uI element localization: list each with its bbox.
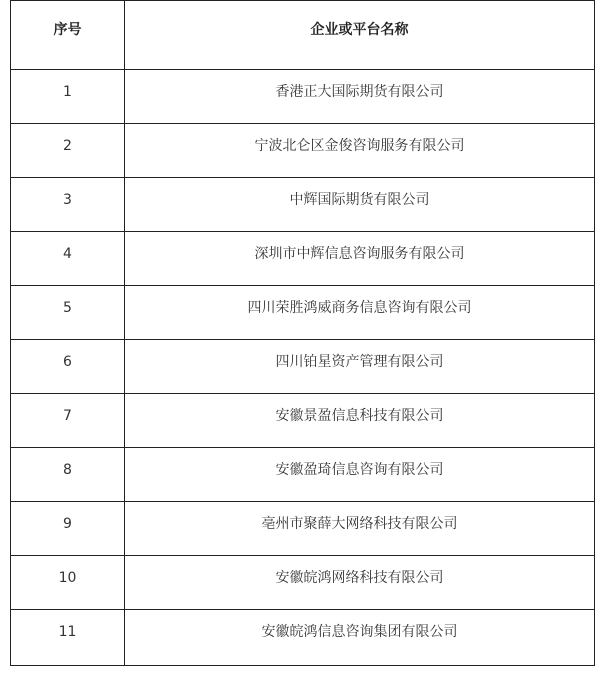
header-serial-number: 序号: [11, 1, 125, 70]
cell-serial-number: 2: [11, 124, 125, 178]
table-row: [11, 124, 595, 178]
table-row: [11, 610, 595, 666]
table-row: [11, 394, 595, 448]
cell-serial-number: 10: [11, 556, 125, 610]
cell-company-name: 安徽景盈信息科技有限公司: [125, 394, 595, 448]
cell-serial-number: 3: [11, 178, 125, 232]
cell-serial-number: 6: [11, 340, 125, 394]
cell-company-name: 四川铂星资产管理有限公司: [125, 340, 595, 394]
header-company-name: 企业或平台名称: [125, 1, 595, 70]
cell-company-name: 宁波北仑区金俊咨询服务有限公司: [125, 124, 595, 178]
cell-company-name: 香港正大国际期货有限公司: [125, 70, 595, 124]
cell-company-name: 安徽皖鸿网络科技有限公司: [125, 556, 595, 610]
cell-company-name: 四川荣胜鸿威商务信息咨询有限公司: [125, 286, 595, 340]
cell-serial-number: 11: [11, 610, 125, 666]
cell-company-name: 亳州市聚薛大网络科技有限公司: [125, 502, 595, 556]
table-row: [11, 448, 595, 502]
cell-company-name: 安徽皖鸿信息咨询集团有限公司: [125, 610, 595, 666]
cell-serial-number: 1: [11, 70, 125, 124]
table-row: [11, 70, 595, 124]
cell-company-name: 安徽盈琦信息咨询有限公司: [125, 448, 595, 502]
company-table-container: [10, 0, 594, 666]
table-row: [11, 556, 595, 610]
cell-company-name: 深圳市中辉信息咨询服务有限公司: [125, 232, 595, 286]
table-row: [11, 286, 595, 340]
cell-serial-number: 9: [11, 502, 125, 556]
table-row: [11, 340, 595, 394]
table-header-row: [11, 1, 595, 70]
company-table: [10, 0, 595, 666]
cell-company-name: 中辉国际期货有限公司: [125, 178, 595, 232]
cell-serial-number: 8: [11, 448, 125, 502]
cell-serial-number: 4: [11, 232, 125, 286]
table-row: [11, 502, 595, 556]
table-row: [11, 232, 595, 286]
cell-serial-number: 5: [11, 286, 125, 340]
table-row: [11, 178, 595, 232]
cell-serial-number: 7: [11, 394, 125, 448]
